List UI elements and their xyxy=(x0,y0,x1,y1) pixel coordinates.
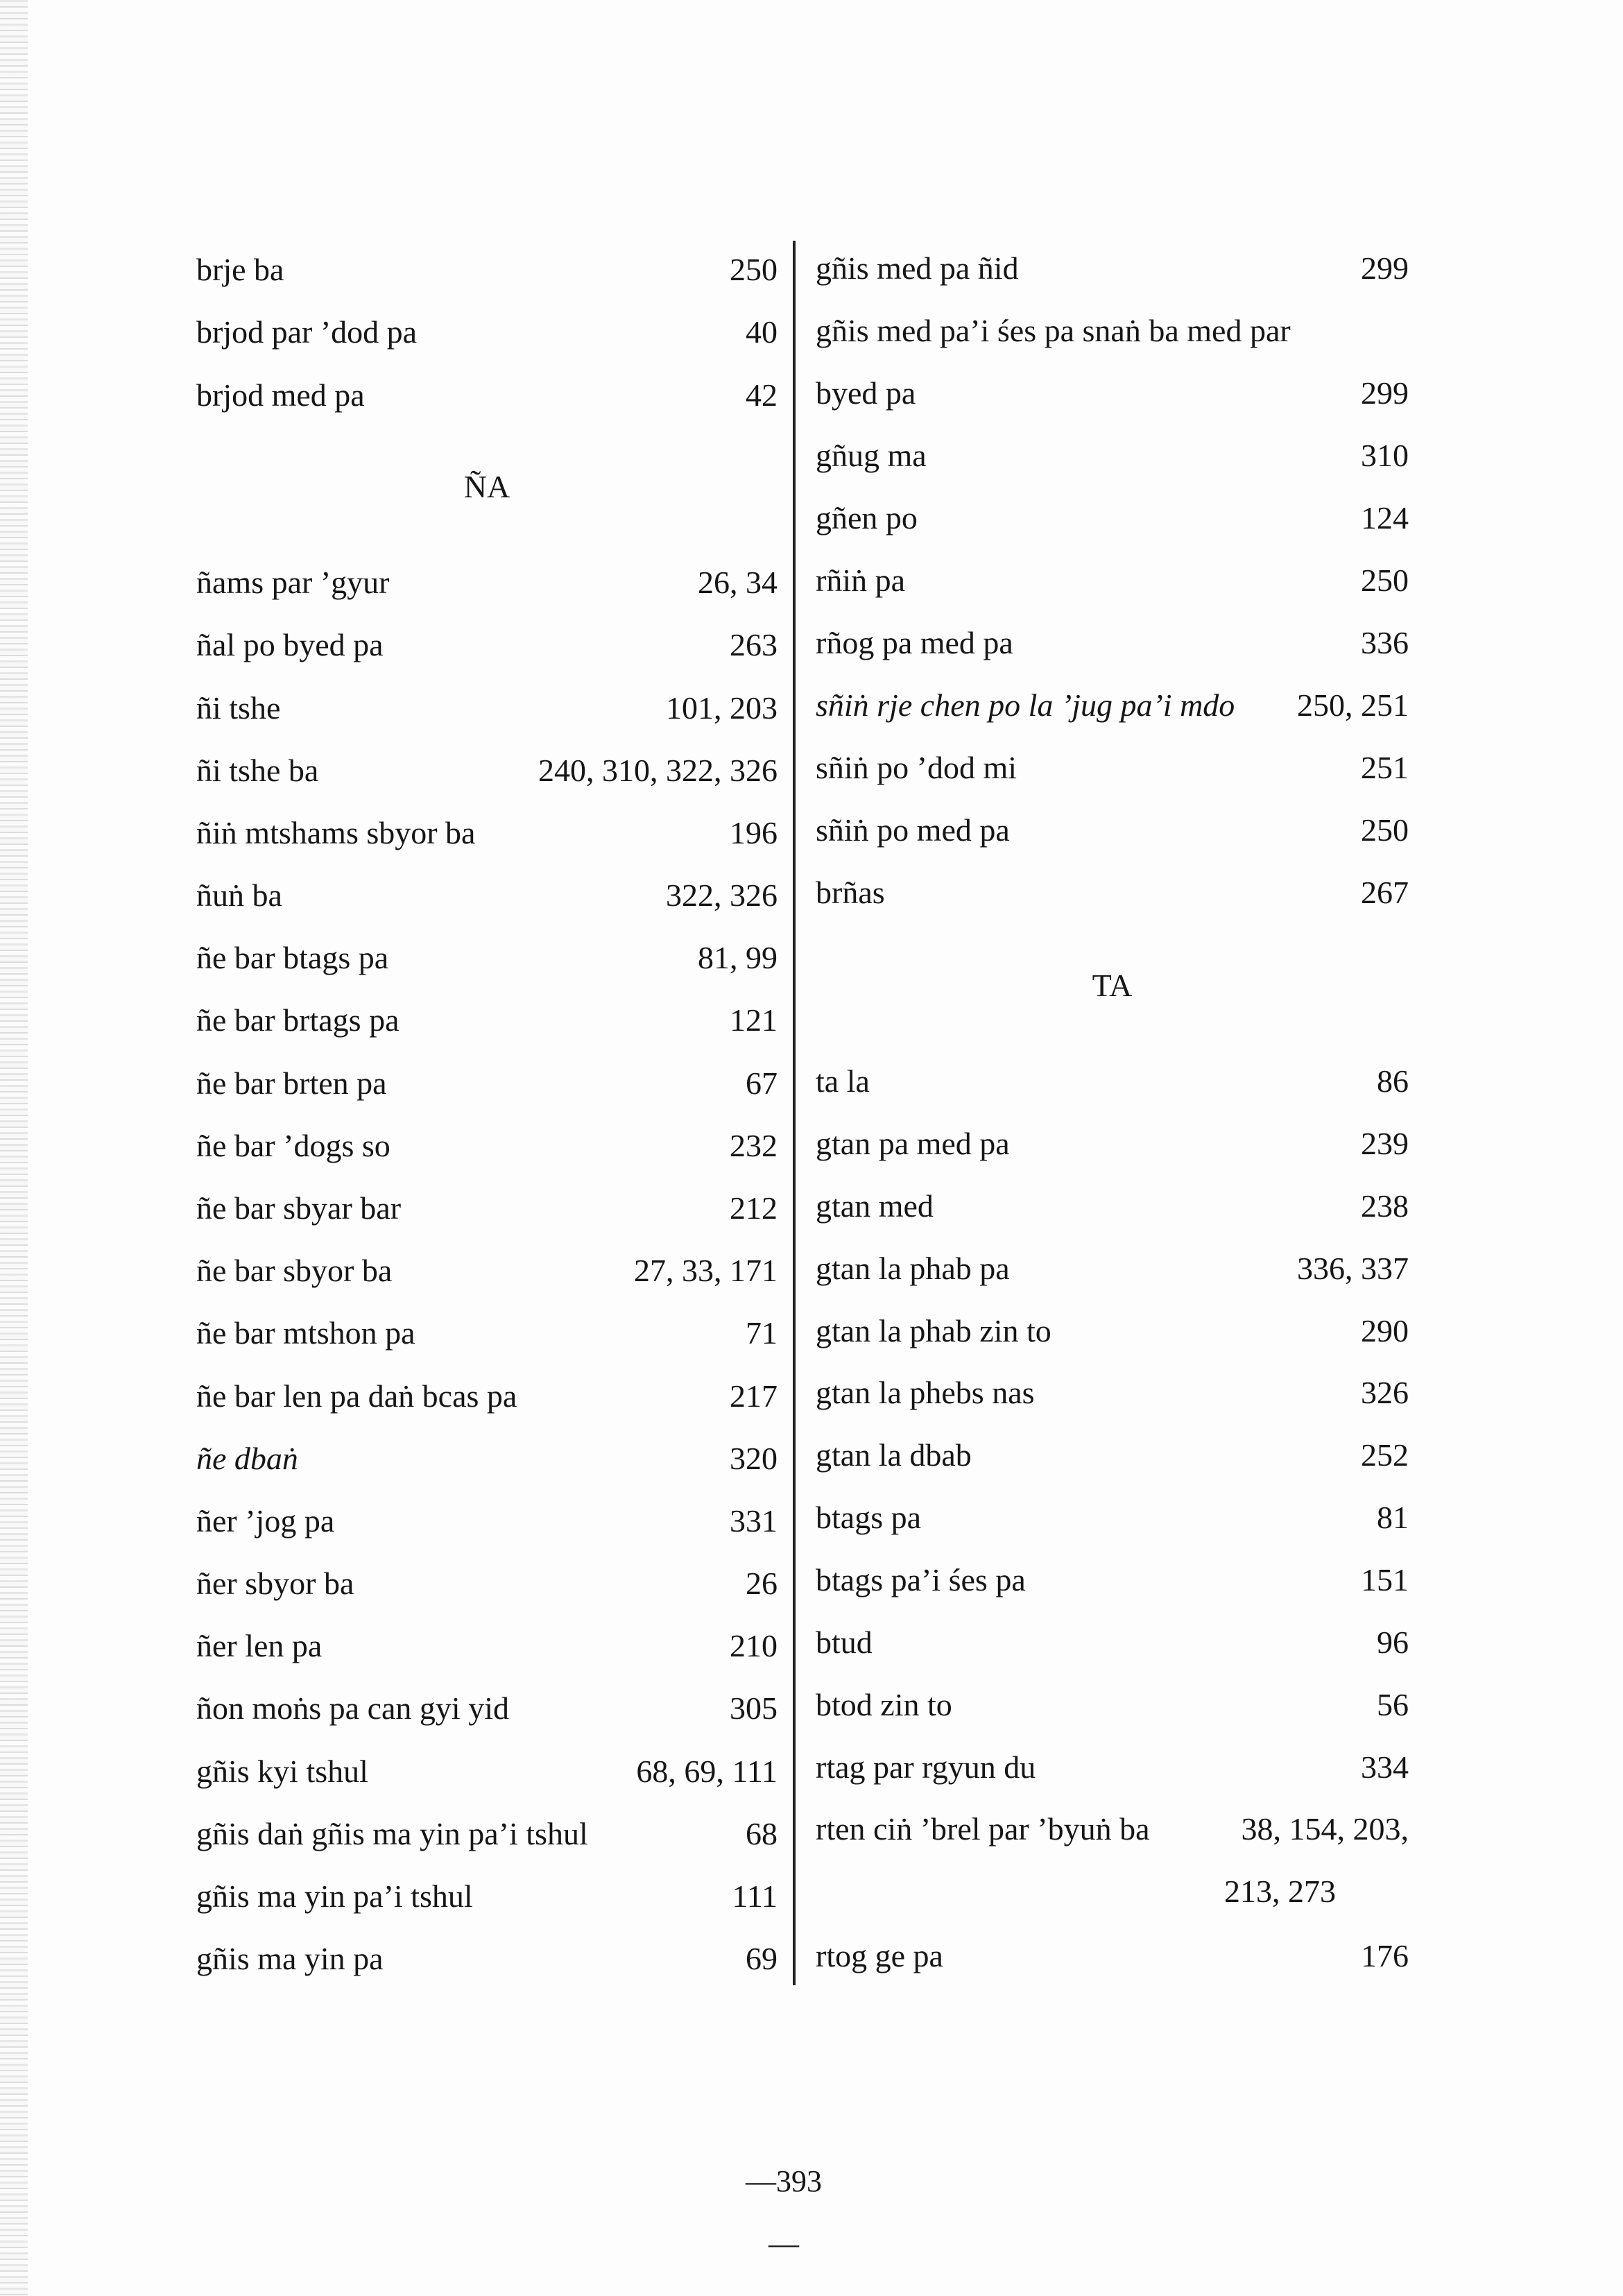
entry-term: ñams par ’gyur xyxy=(196,565,390,601)
index-entry xyxy=(816,1237,1409,1300)
index-entry xyxy=(816,612,1409,674)
entry-pages: 250 xyxy=(1361,562,1409,598)
entry-pages: 299 xyxy=(1361,375,1409,411)
index-entry xyxy=(196,1365,778,1428)
index-entry xyxy=(196,927,778,989)
index-entry xyxy=(196,364,778,427)
index-entry xyxy=(196,1615,778,1677)
entry-term: sñiṅ po ’dod mi xyxy=(816,749,1017,785)
entry-pages: 96 xyxy=(1377,1624,1409,1660)
entry-term: ñe bar brtags pa xyxy=(196,1002,400,1038)
entry-pages: 42 xyxy=(746,377,778,413)
entry-pages: 71 xyxy=(746,1315,778,1351)
entry-term: gñug ma xyxy=(816,438,927,474)
index-entry xyxy=(196,1302,778,1364)
index-entry xyxy=(816,1113,1409,1175)
index-entry xyxy=(816,737,1409,799)
entry-pages: 336, 337 xyxy=(1297,1250,1409,1286)
index-entry xyxy=(816,862,1409,924)
entry-term: byed pa xyxy=(816,375,916,411)
entry-term: gtan pa med pa xyxy=(816,1125,1010,1161)
entry-pages: 81, 99 xyxy=(698,940,778,976)
entry-pages: 81 xyxy=(1377,1500,1409,1536)
entry-term: gtan med xyxy=(816,1188,934,1224)
entry-pages: 240, 310, 322, 326 xyxy=(538,752,778,788)
entry-term: gñis med pa’i śes pa snaṅ ba med par xyxy=(816,313,1291,349)
entry-term: ñe dbaṅ xyxy=(196,1440,298,1476)
index-entry xyxy=(816,1611,1409,1674)
entry-pages: 40 xyxy=(746,314,778,350)
entry-pages: 299 xyxy=(1361,250,1409,286)
column-divider xyxy=(793,241,796,1985)
entry-term: ñe bar brten pa xyxy=(196,1065,387,1101)
index-entry xyxy=(816,1050,1409,1113)
index-entry xyxy=(816,300,1409,362)
entry-term: ñon moṅs pa can gyi yid xyxy=(196,1690,509,1727)
index-entry xyxy=(196,301,778,363)
entry-pages: 310 xyxy=(1361,438,1409,474)
entry-term: rten ciṅ ’brel par ’byuṅ ba xyxy=(816,1811,1150,1847)
index-entry xyxy=(196,1928,778,1990)
entry-pages-continuation: 213, 273 xyxy=(1224,1873,1336,1909)
entry-pages: 121 xyxy=(730,1002,778,1038)
section-heading-nya: ÑA xyxy=(463,468,510,504)
entry-pages: 238 xyxy=(1361,1188,1409,1224)
entry-pages: 68 xyxy=(746,1815,778,1851)
entry-term: rñog pa med pa xyxy=(816,624,1013,660)
entry-pages: 305 xyxy=(730,1690,778,1727)
index-entry xyxy=(196,1803,778,1865)
index-entry xyxy=(196,1115,778,1177)
index-entry xyxy=(196,1052,778,1115)
entry-term: gtan la dbab xyxy=(816,1437,972,1473)
entry-pages: 67 xyxy=(746,1065,778,1101)
entry-pages: 252 xyxy=(1361,1437,1409,1473)
entry-pages: 86 xyxy=(1377,1063,1409,1099)
index-entry xyxy=(196,551,778,614)
index-entry xyxy=(196,614,778,676)
entry-term: rñiṅ pa xyxy=(816,562,906,598)
entry-pages: 322, 326 xyxy=(666,877,778,914)
entry-pages: 239 xyxy=(1361,1125,1409,1161)
index-entry xyxy=(196,1490,778,1552)
index-entry xyxy=(816,1925,1409,1987)
entry-term: ñal po byed pa xyxy=(196,627,384,663)
entry-term: gñis ma yin pa’i tshul xyxy=(196,1878,473,1914)
index-entry xyxy=(196,989,778,1052)
entry-pages: 331 xyxy=(730,1502,778,1539)
index-entry xyxy=(816,1674,1409,1736)
entry-term: btags pa’i śes pa xyxy=(816,1562,1026,1598)
index-entry xyxy=(196,1428,778,1490)
index-entry xyxy=(196,1865,778,1928)
entry-pages: 69 xyxy=(746,1941,778,1977)
entry-pages: 267 xyxy=(1361,874,1409,910)
entry-term: gñis daṅ gñis ma yin pa’i tshul xyxy=(196,1815,588,1851)
entry-pages: 196 xyxy=(730,814,778,850)
entry-term: ñuṅ ba xyxy=(196,877,282,914)
entry-pages: 334 xyxy=(1361,1749,1409,1785)
entry-pages: 176 xyxy=(1361,1938,1409,1974)
entry-term: ñi tshe ba xyxy=(196,752,319,788)
scan-edge xyxy=(0,0,28,2296)
entry-term: rtag par rgyun du xyxy=(816,1749,1036,1785)
entry-term: brjod med pa xyxy=(196,377,365,413)
index-entry xyxy=(816,1300,1409,1362)
entry-pages: 212 xyxy=(730,1190,778,1226)
index-entry xyxy=(816,1798,1409,1860)
entry-term: rtog ge pa xyxy=(816,1938,943,1974)
entry-pages: 232 xyxy=(730,1127,778,1163)
index-entry xyxy=(816,1175,1409,1237)
entry-term: ñi tshe xyxy=(196,689,281,726)
section-heading-ta: TA xyxy=(1092,967,1133,1003)
entry-term: ñe bar mtshon pa xyxy=(196,1315,415,1351)
entry-term: gñis ma yin pa xyxy=(196,1941,384,1977)
index-entry xyxy=(196,1177,778,1240)
entry-term: ñe bar sbyar bar xyxy=(196,1190,402,1226)
index-entry xyxy=(816,237,1409,300)
entry-term: ñer len pa xyxy=(196,1628,323,1664)
index-entry xyxy=(816,1362,1409,1424)
entry-term: sñiṅ rje chen po la ’jug pa’i mdo xyxy=(816,687,1235,723)
index-entry xyxy=(196,1240,778,1302)
entry-pages: 68, 69, 111 xyxy=(636,1753,778,1789)
index-entry xyxy=(816,362,1409,425)
entry-pages: 250 xyxy=(730,252,778,288)
entry-term: brjod par ’dod pa xyxy=(196,314,418,350)
entry-pages: 250 xyxy=(1361,812,1409,848)
entry-term: gñen po xyxy=(816,500,918,536)
entry-pages: 336 xyxy=(1361,624,1409,660)
entry-pages: 101, 203 xyxy=(666,689,778,726)
entry-pages: 38, 154, 203, xyxy=(1241,1811,1409,1847)
index-entry xyxy=(196,1552,778,1615)
page-number: —393— xyxy=(746,2164,822,2261)
index-entry xyxy=(816,1736,1409,1799)
index-entry xyxy=(816,1487,1409,1549)
entry-pages: 26, 34 xyxy=(698,565,778,601)
entry-pages: 210 xyxy=(730,1628,778,1664)
entry-term: ñe bar btags pa xyxy=(196,940,389,976)
entry-term: ñer ’jog pa xyxy=(196,1502,335,1539)
index-entry xyxy=(816,425,1409,487)
entry-pages: 250, 251 xyxy=(1297,687,1409,723)
entry-term: ñe bar sbyor ba xyxy=(196,1253,393,1289)
index-entry xyxy=(816,487,1409,549)
entry-term: ta la xyxy=(816,1063,870,1099)
entry-pages: 111 xyxy=(732,1878,778,1914)
entry-pages: 217 xyxy=(730,1378,778,1414)
index-entry xyxy=(816,1424,1409,1487)
entry-pages: 320 xyxy=(730,1440,778,1476)
index-entry xyxy=(816,1549,1409,1611)
entry-term: gñis kyi tshul xyxy=(196,1753,368,1789)
entry-term: ñe bar len pa daṅ bcas pa xyxy=(196,1378,517,1414)
index-entry xyxy=(816,799,1409,862)
index-entry xyxy=(196,802,778,864)
index-entry xyxy=(816,549,1409,612)
entry-pages: 26 xyxy=(746,1566,778,1602)
entry-pages: 263 xyxy=(730,627,778,663)
index-entry xyxy=(196,739,778,802)
entry-term: brñas xyxy=(816,874,885,910)
entry-term: gtan la phab pa xyxy=(816,1250,1010,1286)
entry-term: gtan la phab zin to xyxy=(816,1312,1051,1348)
index-entry xyxy=(816,674,1409,737)
entry-term: brje ba xyxy=(196,252,284,288)
index-entry xyxy=(196,1740,778,1803)
index-entry xyxy=(196,677,778,739)
entry-term: btud xyxy=(816,1624,873,1660)
entry-pages: 290 xyxy=(1361,1312,1409,1348)
entry-pages: 56 xyxy=(1377,1686,1409,1722)
entry-term: btod zin to xyxy=(816,1686,952,1722)
entry-term: sñiṅ po med pa xyxy=(816,812,1010,848)
entry-pages: 251 xyxy=(1361,749,1409,785)
entry-pages: 124 xyxy=(1361,500,1409,536)
entry-term: btags pa xyxy=(816,1500,922,1536)
entry-term: ñe bar ’dogs so xyxy=(196,1127,390,1163)
index-entry xyxy=(196,239,778,301)
entry-pages: 151 xyxy=(1361,1562,1409,1598)
entry-term: ñiṅ mtshams sbyor ba xyxy=(196,814,476,850)
entry-term: ñer sbyor ba xyxy=(196,1566,354,1602)
entry-term: gtan la phebs nas xyxy=(816,1375,1035,1411)
entry-pages: 27, 33, 171 xyxy=(634,1253,778,1289)
index-entry xyxy=(196,1677,778,1740)
entry-term: gñis med pa ñid xyxy=(816,250,1019,286)
entry-pages: 326 xyxy=(1361,1375,1409,1411)
index-entry xyxy=(196,864,778,927)
